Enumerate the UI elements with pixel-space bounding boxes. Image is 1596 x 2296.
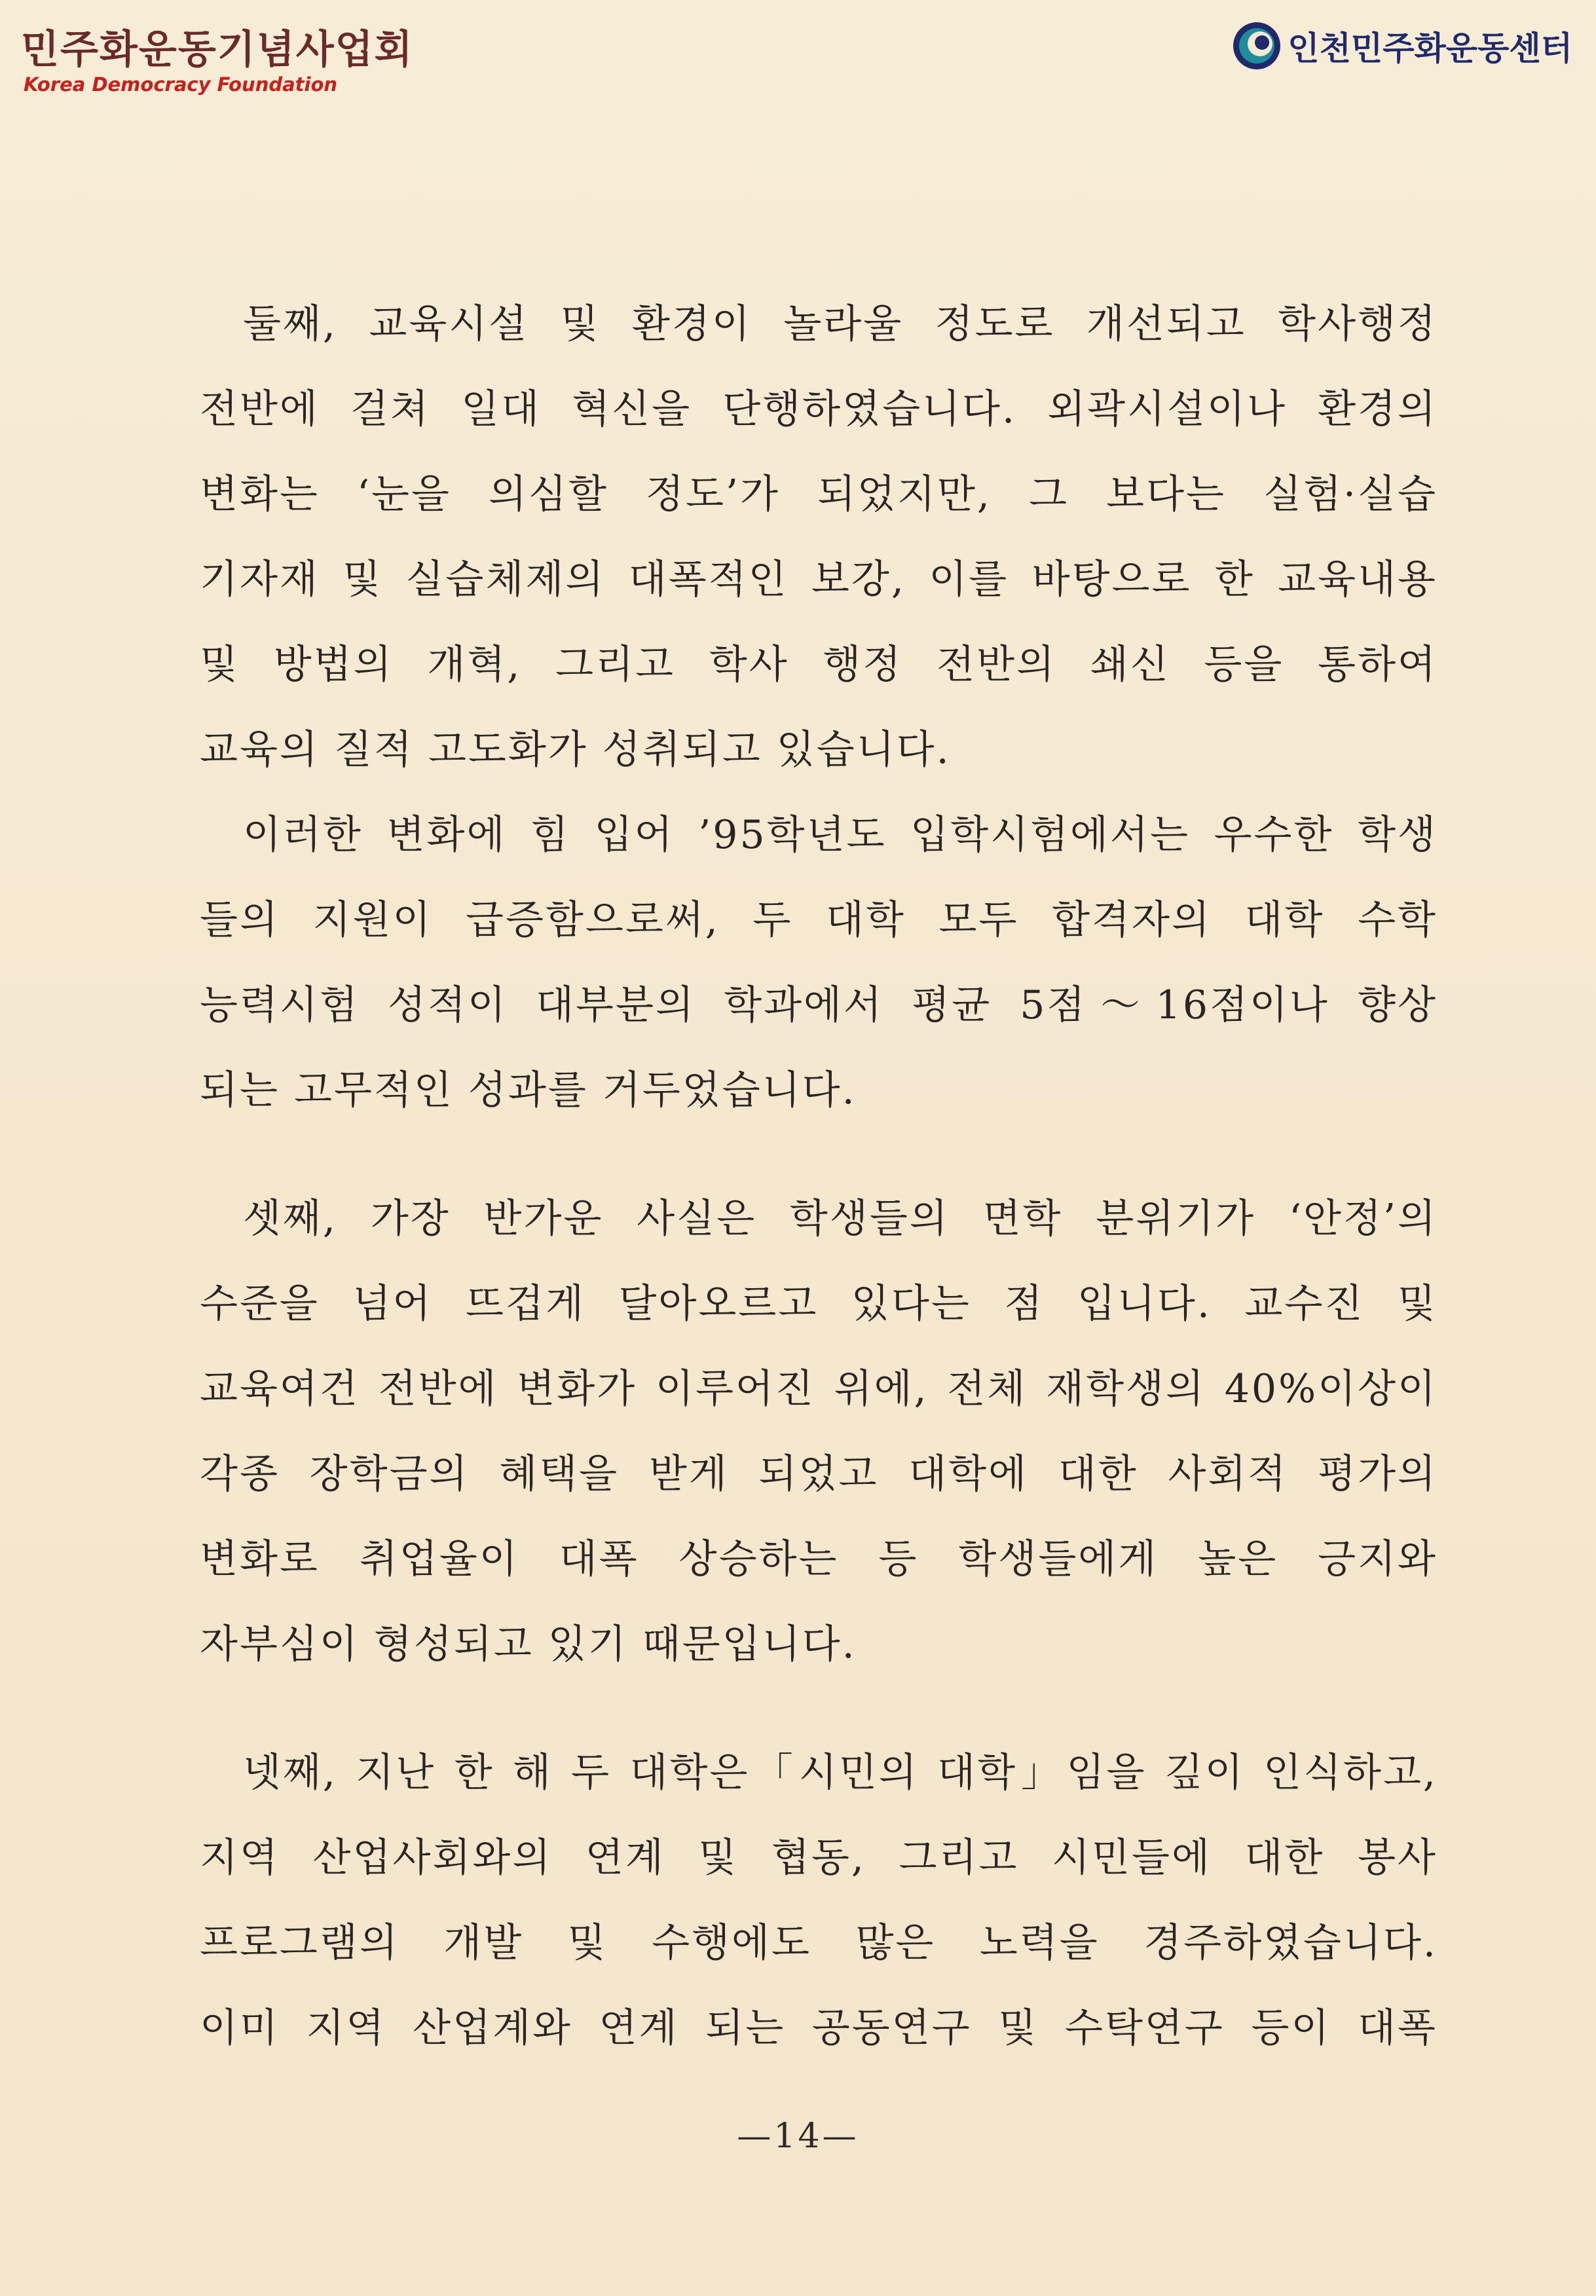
kdf-logo-english: Korea Democracy Foundation [24,73,338,96]
text-line: 교육여건 전반에 변화가 이루어진 위에, 전체 재학생의 40%이상이 [200,1366,1438,1412]
text-line: 이러한 변화에 힘 입어 ’95학년도 입학시험에서는 우수한 학생 [243,812,1438,858]
icdc-logo-name: 인천민주화운동센터 [1288,29,1572,67]
text-line: 이미 지역 산업계와 연계 되는 공동연구 및 수탁연구 등이 대폭 [200,2005,1438,2051]
text-line: 프로그램의 개발 및 수행에도 많은 노력을 경주하였습니다. [200,1920,1438,1966]
text-line: 변화로 취업율이 대폭 상승하는 등 학생들에게 높은 긍지와 [200,1536,1438,1582]
icdc-logo [1231,20,1572,72]
paragraph-spacer [200,1133,1438,1176]
text-line: 셋째, 가장 반가운 사실은 학생들의 면학 분위기가 ‘안정’의 [243,1196,1438,1242]
paragraph [200,1176,1438,1687]
text-line: 능력시험 성적이 대부분의 학과에서 평균 5점～16점이나 향상 [200,982,1438,1028]
text-line: 교육의 질적 고도화가 성취되고 있습니다. [200,727,951,773]
text-line: 지역 산업사회와의 연계 및 협동, 그리고 시민들에 대한 봉사 [200,1835,1438,1881]
paragraph [200,282,1438,792]
text-line: 되는 고무적인 성과를 거두었습니다. [200,1067,857,1113]
paragraph [200,792,1438,1133]
text-line: 각종 장학금의 혜택을 받게 되었고 대학에 대한 사회적 평가의 [200,1451,1438,1497]
page-number: —14— [737,2117,859,2156]
text-line: 전반에 걸쳐 일대 혁신을 단행하였습니다. 외곽시설이나 환경의 [200,386,1438,432]
kdf-logo-korean: 민주화운동기념사업회 [21,27,414,73]
paragraph [200,1730,1438,2071]
text-line: 자부심이 형성되고 있기 때문입니다. [200,1621,857,1667]
document-body [200,282,1438,2071]
text-line: 둘째, 교육시설 및 환경이 놀라울 정도로 개선되고 학사행정 [243,301,1438,347]
circle-emblem-icon [1231,20,1282,71]
text-line: 넷째, 지난 한 해 두 대학은「시민의 대학」임을 깊이 인식하고, [243,1750,1438,1796]
paragraph-spacer [200,1687,1438,1730]
text-line: 변화는 ‘눈을 의심할 정도’가 되었지만, 그 보다는 실험·실습 [200,472,1438,517]
text-line: 수준을 넘어 뜨겁게 달아오르고 있다는 점 입니다. 교수진 및 [200,1281,1438,1327]
text-line: 기자재 및 실습체제의 대폭적인 보강, 이를 바탕으로 한 교육내용 [200,557,1438,602]
text-line: 및 방법의 개혁, 그리고 학사 행정 전반의 쇄신 등을 통하여 [200,642,1438,688]
text-line: 들의 지원이 급증함으로써, 두 대학 모두 합격자의 대학 수학 [200,897,1438,943]
kdf-logo [21,18,414,103]
